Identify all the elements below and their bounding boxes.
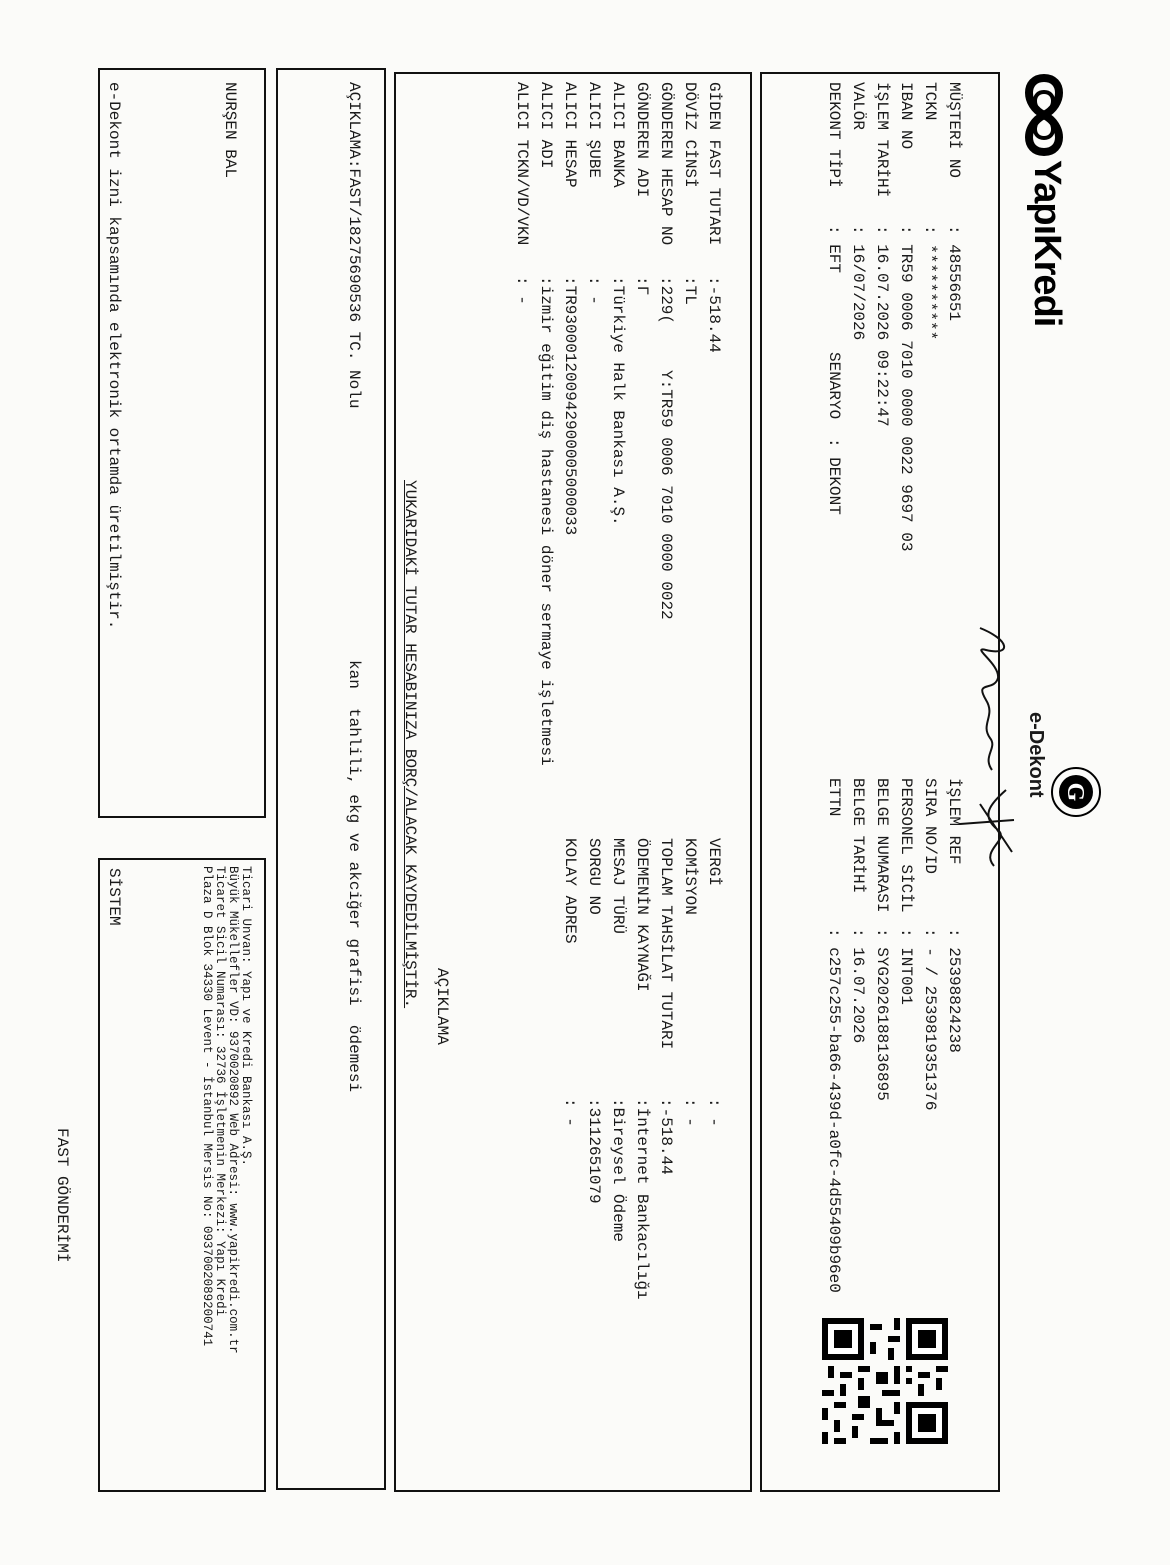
company-line-1: Ticari Unvan: Yapı ve Kredi Bankası A.Ş. [239, 866, 253, 1167]
giden-fast-label: GİDEN FAST TUTARI [705, 82, 723, 246]
sorgu-no-value: :3112651079 [585, 1098, 603, 1204]
musteri-no-label: MÜŞTERİ NO [945, 82, 963, 179]
doviz-label: DÖVİZ CİNSİ [681, 82, 699, 188]
sira-no-value: : - / 25398193513​76 [921, 928, 939, 1111]
doviz-value: :TL [681, 276, 699, 305]
edekont-seal-icon [1050, 766, 1102, 818]
company-line-4: Plaza D Blok 34330 Levent - İstanbul Mersis No: 0937002089200741 [200, 866, 214, 1347]
gonderen-iban-value: Y:TR59 0006 7010 0000 0022 [657, 370, 675, 620]
tckn-label: TCKN [921, 82, 939, 121]
company-line-2: Büyük Mükellefler VD: 9370020892 Web Adresi: www.yapikredi.com.tr [226, 866, 240, 1354]
gonderen-hesap-value: :229( [657, 276, 675, 325]
legal-notice: e-Dekont izni kapsamında elektronik ortamda üretilmiştir. [105, 82, 123, 630]
sira-no-label: SIRA NO/ID [921, 778, 939, 875]
senaryo-label: SENARYO [825, 352, 843, 420]
iban-value: : TR59 0006 7010 0000 0022 9697 03 [897, 225, 915, 552]
alici-hesap-value: :TR930001200942900005000033 [561, 276, 579, 536]
yapikredi-logo-icon [1016, 72, 1072, 158]
company-line-3: Ticaret Sicil Numarası: 32736 İşletmenin Merkezi: Yapı Kredi [213, 866, 227, 1317]
belge-tarihi-label: BELGE TARİHİ [849, 778, 867, 894]
signer-name: NURŞEN BAL [221, 82, 239, 179]
alici-adi-value: :izmir eğitim diş hastanesi döner sermaye işletmesi [537, 276, 555, 766]
senaryo-value: : DEKONT [825, 438, 843, 515]
islem-tarihi-label: İŞLEM TARİHİ [873, 82, 891, 198]
dekont-tipi-label: DEKONT TİPİ [825, 82, 843, 188]
islem-ref-value: : 25398824238 [945, 928, 963, 1053]
giden-fast-value: :-518.44 [705, 276, 723, 353]
vergi-value: : - [705, 1098, 723, 1127]
alici-adi-label: ALICI ADI [537, 82, 555, 169]
kolay-adres-value: : - [561, 1098, 579, 1127]
ettn-label: ETTN [825, 778, 843, 817]
komisyon-label: KOMİSYON [681, 838, 699, 915]
alici-banka-value: :Türkiye Halk Bankası A.Ş. [609, 276, 627, 526]
sistem-label: SİSTEM [105, 868, 123, 926]
islem-tarihi-value: : 16.07.2026 09:22:47 [873, 225, 891, 427]
gonderen-adi-value: :Γ [633, 276, 651, 296]
kaynak-value: :İnternet Bankacılığı [633, 1098, 651, 1300]
komisyon-value: : - [681, 1098, 699, 1127]
belge-tarihi-value: : 16.07.2026 [849, 928, 867, 1044]
toplam-label: TOPLAM TAHSİLAT TUTARI [657, 838, 675, 1050]
mesaj-turu-value: :Bireysel Ödeme [609, 1098, 627, 1243]
alici-sube-value: : - [585, 276, 603, 305]
svg-text:G: G [1062, 782, 1088, 802]
gonderen-hesap-label: GÖNDEREN HESAP NO [657, 82, 675, 246]
personel-sicil-label: PERSONEL SİCİL [897, 778, 915, 913]
aciklama-heading: AÇIKLAMA [433, 968, 451, 1045]
alici-hesap-label: ALICI HESAP [561, 82, 579, 188]
description-line: AÇIKLAMA:FAST/1827569053​6 TC. Nolu [345, 82, 363, 409]
belge-no-label: BELGE NUMARASI [873, 778, 891, 913]
qr-code-icon [822, 1318, 948, 1444]
alici-banka-label: ALICI BANKA [609, 82, 627, 188]
gonderen-adi-label: GÖNDEREN ADI [633, 82, 651, 198]
brand-name: YapıKredi [1026, 160, 1068, 327]
alici-tckn-label: ALICI TCKN/VD/VKN [513, 82, 531, 246]
personel-sicil-value: : INT001 [897, 928, 915, 1005]
dekont-tipi-value: : EFT [825, 225, 843, 274]
kolay-adres-label: KOLAY ADRES [561, 838, 579, 944]
document-title: FAST GÖNDERİMİ [53, 1128, 71, 1263]
description-line-rest: kan tahlili, ekg ve akciğer grafisi ödemesi [345, 660, 363, 1093]
iban-label: IBAN NO [897, 82, 915, 150]
musteri-no-value: : 48556651 [945, 225, 963, 322]
sorgu-no-label: SORGU NO [585, 838, 603, 915]
edekont-label: e-Dekont [1025, 712, 1047, 798]
alici-sube-label: ALICI ŞUBE [585, 82, 603, 179]
toplam-value: :-518.44 [657, 1098, 675, 1175]
valor-value: : 16/07/2026 [849, 225, 867, 341]
valor-label: VALÖR [849, 82, 867, 131]
vergi-label: VERGİ [705, 838, 723, 887]
belge-no-value: : SYG2026188136895 [873, 928, 891, 1101]
booking-notice: YUKARIDAKİ TUTAR HESABINIZA BORÇ/ALACAK KAYDEDİLMİŞTİR. [401, 480, 419, 1009]
tckn-value: : ********** [921, 225, 939, 341]
kaynak-label: ÖDEMENİN KAYNAĞI [633, 838, 651, 992]
islem-ref-label: İŞLEM REF [945, 778, 963, 865]
mesaj-turu-label: MESAJ TÜRÜ [609, 838, 627, 935]
ettn-value: : c257c255-ba66-439d-a0fc-4d55409b96e0 [825, 928, 843, 1293]
alici-tckn-value: : - [513, 276, 531, 305]
signer-box [98, 68, 266, 818]
description-box [276, 68, 386, 1490]
